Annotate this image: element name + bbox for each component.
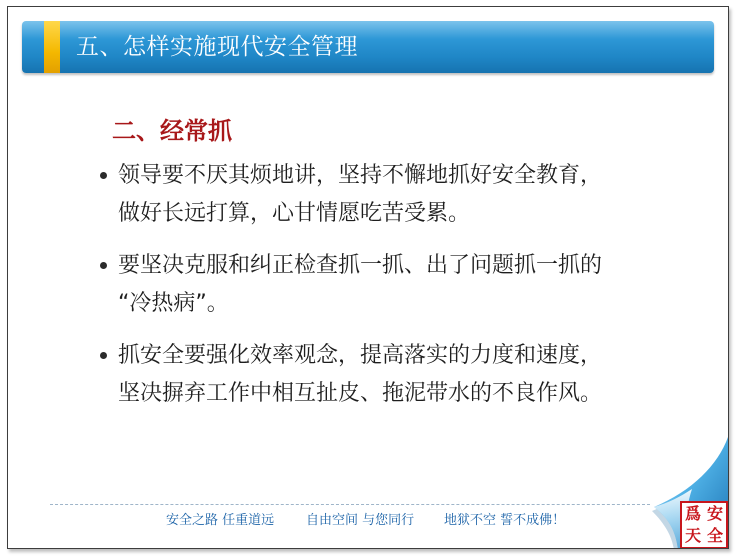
- footer-slogan: 自由空间 与您同行: [306, 513, 415, 528]
- bullet-dot-icon: [100, 352, 107, 359]
- seal-char: 全: [706, 526, 723, 545]
- seal-stamp: [680, 501, 728, 549]
- section-heading: 二、经常抓: [112, 117, 232, 145]
- seal-char: 爲: [684, 504, 701, 523]
- seal-char: 天: [684, 526, 701, 545]
- bullet-text-line: 坚决摒弃工作中相互扯皮、拖泥带水的不良作风。: [118, 381, 603, 406]
- bullet-item: [100, 157, 700, 233]
- title-accent-stripe: [44, 21, 60, 73]
- slide: [7, 6, 729, 549]
- bullet-text-line: 领导要不厌其烦地讲，坚持不懈地抓好安全教育，: [118, 163, 603, 188]
- bullet-item: [100, 247, 700, 323]
- bullet-text-line: 做好长远打算，心甘情愿吃苦受累。: [118, 201, 471, 226]
- footer-slogan: 安全之路 任重道远: [166, 513, 275, 528]
- bullet-dot-icon: [100, 172, 107, 179]
- bullet-text-line: “冷热病”。: [118, 291, 229, 316]
- bullet-text-line: 要坚决克服和纠正检查抓一抓、出了问题抓一抓的: [118, 253, 603, 278]
- bullet-dot-icon: [100, 262, 107, 269]
- bullet-item: [100, 337, 700, 413]
- bullet-list: [100, 157, 700, 427]
- title-bar: [22, 21, 714, 73]
- footer-divider: [50, 504, 650, 505]
- slide-title: 五、怎样实施现代安全管理: [76, 34, 358, 60]
- footer-slogan: 地狱不空 誓不成佛！: [444, 513, 566, 528]
- seal-char: 安: [706, 504, 723, 523]
- bullet-text-line: 抓安全要强化效率观念，提高落实的力度和速度，: [118, 343, 603, 368]
